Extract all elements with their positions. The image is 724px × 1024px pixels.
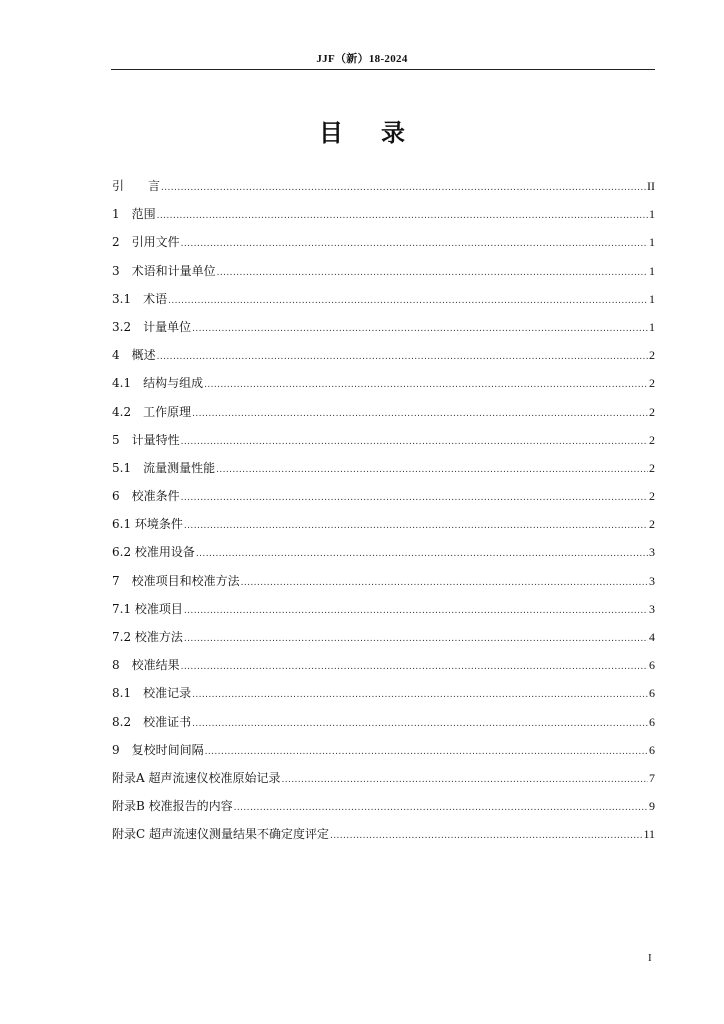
toc-dot-leader: [157, 202, 648, 230]
toc-entry[interactable]: [112, 820, 655, 848]
toc-entry-page: 6: [649, 742, 655, 757]
toc-entry[interactable]: [112, 679, 655, 707]
toc-entry[interactable]: [112, 454, 655, 482]
toc-entry-label: 4.2 工作原理: [112, 404, 192, 419]
toc-entry[interactable]: [112, 285, 655, 313]
toc-dot-leader: [234, 794, 648, 822]
toc-entry-page: 1: [649, 291, 655, 306]
toc-dot-leader: [184, 597, 648, 625]
toc-entry[interactable]: [112, 341, 655, 369]
header-divider: [111, 69, 655, 70]
toc-entry-label: 8.2 校准证书: [112, 714, 192, 729]
toc-dot-leader: [241, 569, 648, 597]
toc-entry-label: 8.1 校准记录: [112, 686, 192, 701]
toc-entry-page: 1: [649, 207, 655, 222]
toc-entry-label: 7.1 校准项目: [112, 601, 183, 616]
toc-entry[interactable]: [112, 398, 655, 426]
toc-dot-leader: [157, 343, 648, 371]
toc-entry-page: 3: [649, 601, 655, 616]
toc-entry-page: 2: [649, 376, 655, 391]
toc-entry[interactable]: [112, 510, 655, 538]
toc-entry-label: 6.2 校准用设备: [112, 545, 195, 560]
toc-entry[interactable]: [112, 708, 655, 736]
toc-dot-leader: [196, 540, 648, 568]
document-code-header: JJF（新）18-2024: [316, 53, 408, 65]
toc-entry-page: 1: [649, 319, 655, 334]
toc-dot-leader: [192, 315, 648, 343]
toc-dot-leader: [181, 484, 648, 512]
toc-entry-page: II: [647, 179, 655, 193]
toc-dot-leader: [192, 710, 648, 738]
toc-entry[interactable]: [112, 792, 655, 820]
toc-entry-page: 9: [649, 799, 655, 814]
toc-dot-leader: [192, 400, 648, 428]
toc-entry-page: 3: [649, 573, 655, 588]
toc-dot-leader: [205, 738, 648, 766]
toc-entry-label: 9 复校时间间隔: [112, 742, 204, 757]
toc-entry-label: 3 术语和计量单位: [112, 263, 216, 278]
toc-entry-label: 2 引用文件: [112, 235, 180, 250]
toc-entry-label: 5 计量特性: [112, 432, 180, 447]
toc-entry-label: 6.1 环境条件: [112, 517, 183, 532]
toc-entry-label: 4 概述: [112, 348, 156, 363]
toc-entry[interactable]: [112, 764, 655, 792]
toc-dot-leader: [161, 174, 646, 202]
toc-dot-leader: [281, 766, 648, 794]
toc-entry-page: 2: [649, 460, 655, 475]
toc-entry-label: 3.2 计量单位: [112, 319, 192, 334]
toc-dot-leader: [184, 625, 648, 653]
toc-dot-leader: [330, 822, 642, 850]
toc-dot-leader: [181, 230, 648, 258]
toc-entry-page: 6: [649, 714, 655, 729]
toc-entry-label: 附录B 校准报告的内容: [112, 799, 233, 814]
toc-entry-label: 附录A 超声流速仪校准原始记录: [112, 770, 281, 785]
toc-entry-label: 8 校准结果: [112, 658, 180, 673]
toc-entry-page: 2: [649, 517, 655, 532]
toc-entry-page: 2: [649, 432, 655, 447]
page-number: I: [648, 952, 652, 964]
toc-entry-page: 7: [649, 770, 655, 785]
toc-dot-leader: [181, 428, 648, 456]
toc-entry-page: 1: [649, 235, 655, 250]
toc-entry-page: 4: [649, 630, 655, 644]
toc-dot-leader: [192, 681, 648, 709]
toc-entry[interactable]: [112, 426, 655, 454]
toc-entry-label: 6 校准条件: [112, 489, 180, 504]
toc-dot-leader: [216, 456, 648, 484]
toc-entry[interactable]: [112, 595, 655, 623]
toc-entry-label: 4.1 结构与组成: [112, 376, 204, 391]
toc-entry-page: 1: [649, 263, 655, 278]
toc-entry-page: 2: [649, 489, 655, 504]
toc-entry-label: 5.1 流量测量性能: [112, 460, 216, 475]
toc-entry-page: 11: [643, 827, 655, 842]
toc-entry-page: 6: [649, 686, 655, 701]
toc-entry-page: 6: [649, 658, 655, 673]
toc-entry[interactable]: [112, 651, 655, 679]
page-title: 目录: [319, 119, 443, 147]
toc-entry[interactable]: [112, 482, 655, 510]
toc-dot-leader: [168, 287, 648, 315]
table-of-contents: [112, 172, 655, 849]
toc-entry[interactable]: [112, 172, 655, 200]
toc-entry[interactable]: [112, 228, 655, 256]
toc-entry-page: 2: [649, 404, 655, 419]
toc-dot-leader: [181, 653, 648, 681]
toc-entry[interactable]: [112, 567, 655, 595]
toc-dot-leader: [184, 512, 648, 540]
toc-entry[interactable]: [112, 369, 655, 397]
toc-dot-leader: [217, 259, 648, 287]
toc-entry-page: 2: [649, 348, 655, 363]
toc-entry-label: 7.2 校准方法: [112, 630, 183, 644]
toc-entry-label: 附录C 超声流速仪测量结果不确定度评定: [112, 827, 329, 842]
toc-entry-label: 7 校准项目和校准方法: [112, 573, 240, 588]
toc-entry[interactable]: [112, 200, 655, 228]
toc-entry-page: 3: [649, 545, 655, 560]
toc-entry[interactable]: [112, 538, 655, 566]
toc-entry[interactable]: [112, 313, 655, 341]
toc-entry-label: 1 范围: [112, 207, 156, 222]
toc-entry-label: 引 言: [112, 179, 161, 193]
toc-entry-label: 3.1 术语: [112, 291, 168, 306]
toc-entry[interactable]: [112, 623, 655, 651]
toc-entry[interactable]: [112, 736, 655, 764]
toc-entry[interactable]: [112, 257, 655, 285]
toc-dot-leader: [204, 371, 648, 399]
